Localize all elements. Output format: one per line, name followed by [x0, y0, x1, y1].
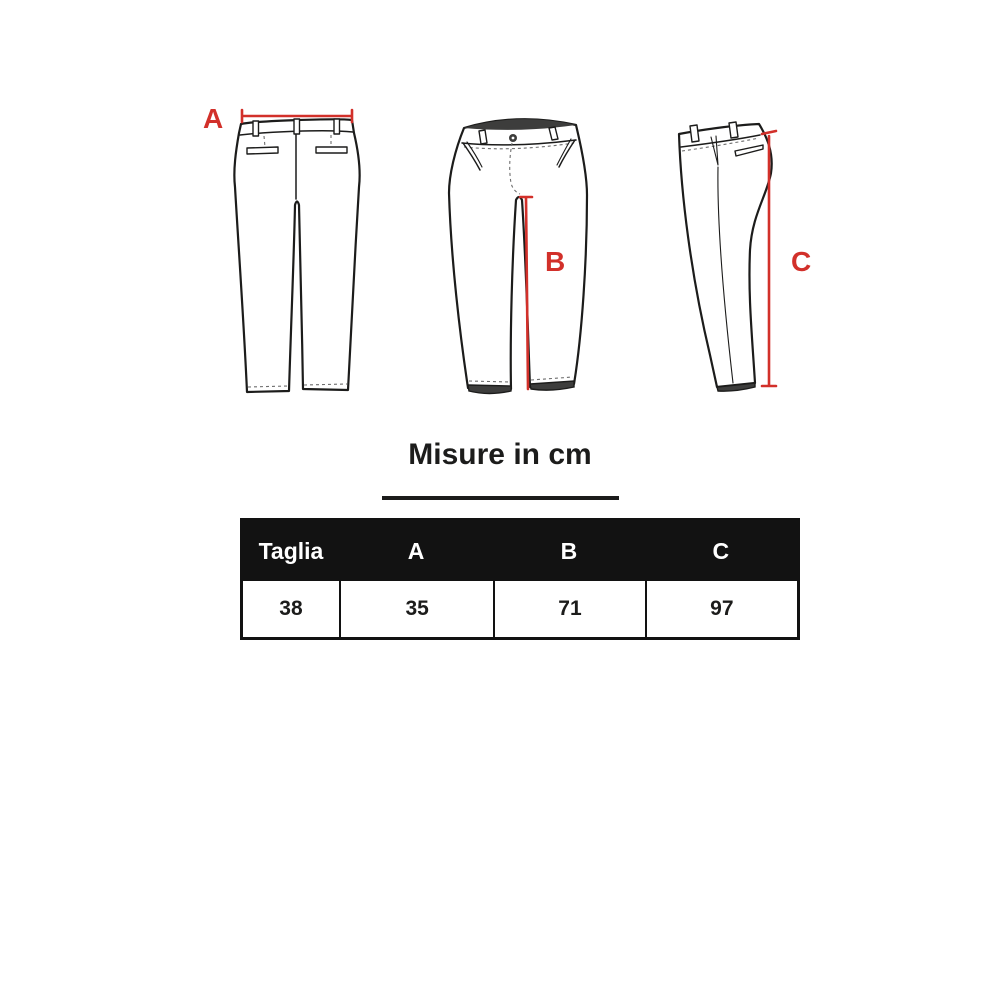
pants-side-view-figure	[655, 95, 845, 415]
belt-loop	[253, 121, 259, 136]
belt-loop	[334, 119, 340, 134]
value-c: 97	[645, 581, 797, 637]
back-pocket-right	[316, 147, 347, 153]
measure-label-a: A	[203, 103, 224, 134]
measure-label-b: B	[545, 246, 566, 277]
back-pocket-left	[247, 147, 278, 154]
header-b: B	[560, 537, 578, 564]
pants-front-view-drawing	[435, 95, 625, 415]
value-b: 71	[493, 581, 644, 637]
size-table-header-row	[243, 521, 797, 581]
pants-back-view-drawing	[195, 95, 385, 415]
size-table	[240, 518, 800, 640]
belt-loop	[294, 119, 300, 134]
measure-c	[762, 131, 811, 386]
belt-loop	[479, 130, 487, 144]
pants-back-view-figure	[195, 95, 385, 415]
pants-side-body	[679, 124, 772, 387]
belt-loop	[729, 122, 738, 138]
title-underline	[382, 496, 619, 500]
pants-front-body	[449, 119, 587, 389]
pants-side-outline	[679, 122, 772, 391]
value-a: 35	[339, 581, 493, 637]
header-c: C	[712, 537, 730, 564]
measurements-title: Misure in cm	[408, 438, 592, 471]
belt-loop	[690, 125, 699, 142]
pants-front-view-figure	[435, 95, 625, 415]
header-a: A	[407, 537, 425, 564]
waist-button-hole	[512, 137, 515, 140]
size-table-row	[243, 581, 797, 637]
pants-front-outline	[449, 119, 587, 393]
measure-label-c: C	[791, 246, 812, 277]
pants-side-view-drawing	[655, 95, 845, 415]
hem-cuff-left	[468, 385, 511, 394]
pants-back-outline	[234, 119, 359, 392]
pants-back-body	[234, 119, 359, 392]
header-taglia: Taglia	[258, 537, 324, 564]
value-taglia: 38	[279, 597, 303, 620]
